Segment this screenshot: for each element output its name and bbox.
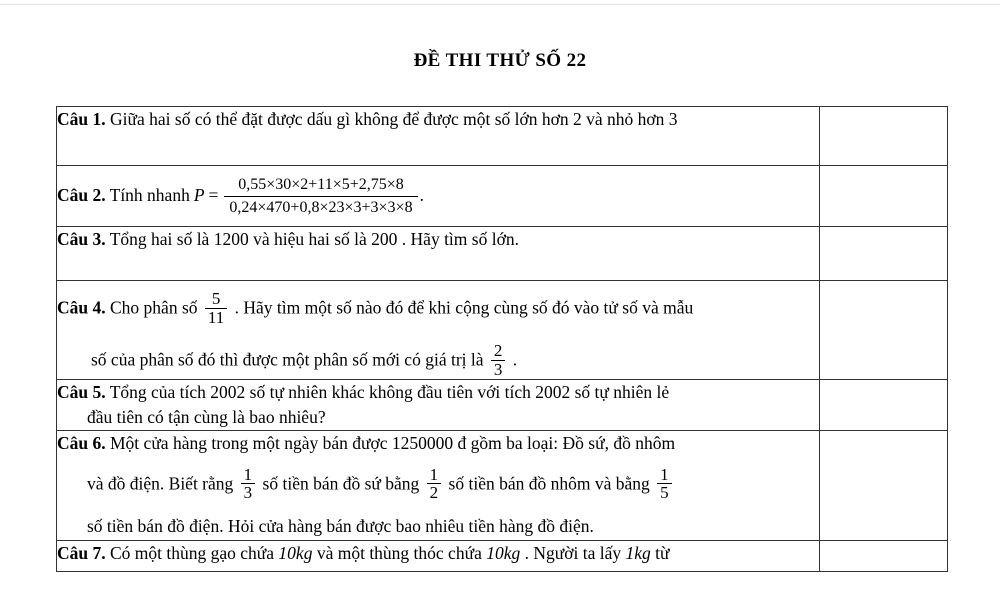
question-6-fraction-3-denominator: 5 bbox=[657, 483, 672, 502]
question-1-line-1 bbox=[57, 107, 819, 132]
question-7-text-c: . Người ta lấy bbox=[524, 542, 622, 563]
answer-cell-5[interactable] bbox=[820, 379, 948, 431]
question-6-line-2 bbox=[57, 457, 819, 502]
question-cell-5 bbox=[57, 379, 820, 431]
answer-cell-3[interactable] bbox=[820, 227, 948, 281]
question-6-fraction-2 bbox=[427, 466, 442, 502]
question-6-fraction-1 bbox=[241, 466, 256, 502]
question-2-line-1 bbox=[57, 166, 819, 226]
question-1-label: Câu 1. bbox=[57, 109, 106, 129]
question-4-fraction-1 bbox=[205, 290, 227, 326]
question-2-numerator: 0,55×30×2+11×5+2,75×8 bbox=[238, 175, 404, 193]
question-6-fraction-1-numerator: 1 bbox=[243, 464, 253, 484]
question-4-line-2 bbox=[57, 326, 819, 378]
question-4-text-d: . bbox=[512, 349, 518, 370]
question-7-text-b: và một thùng thóc chứa bbox=[316, 542, 482, 563]
question-2-label: Câu 2. bbox=[57, 185, 106, 206]
question-7-text-a: Có một thùng gạo chứa bbox=[110, 542, 275, 563]
question-4-label: Câu 4. bbox=[57, 297, 106, 318]
question-1-text: Giữa hai số có thể đặt được dấu gì không để được một số lớn hơn 2 và nhỏ hơn 3 bbox=[110, 109, 678, 129]
question-3-text: Tổng hai số là 1200 và hiệu hai số là 200 . Hãy tìm số lớn. bbox=[109, 229, 519, 249]
question-4-text-b: . Hãy tìm một số nào đó để khi cộng cùng số đó vào tử số và mẫu bbox=[234, 297, 694, 318]
question-cell-4 bbox=[57, 281, 820, 380]
question-6-fraction-3-numerator: 1 bbox=[660, 464, 669, 484]
table-row bbox=[57, 281, 948, 380]
question-3-label: Câu 3. bbox=[57, 229, 106, 249]
question-2-denominator: 0,24×470+0,8×23×3+3×3×8 bbox=[224, 196, 417, 218]
question-7-text-d: từ bbox=[655, 542, 670, 563]
question-7-unit-2: 10kg bbox=[486, 542, 521, 563]
answer-cell-4[interactable] bbox=[820, 281, 948, 380]
page-top-rule bbox=[0, 4, 1000, 5]
table-row bbox=[57, 540, 948, 571]
question-6-text-c: số tiền bán đồ sứ bằng bbox=[262, 473, 420, 494]
question-7-label: Câu 7. bbox=[57, 542, 106, 563]
question-6-line-3 bbox=[57, 502, 819, 539]
question-5-label: Câu 5. bbox=[57, 381, 106, 402]
question-6-fraction-2-denominator: 2 bbox=[427, 483, 442, 502]
question-4-fraction-2-denominator: 3 bbox=[491, 360, 506, 379]
question-4-fraction-1-denominator: 11 bbox=[205, 308, 227, 327]
question-4-fraction-2-numerator: 2 bbox=[493, 341, 503, 361]
question-6-text-b: và đồ điện. Biết rằng bbox=[87, 473, 234, 494]
question-2-variable: P bbox=[193, 185, 205, 206]
question-5-text-b: đầu tiên có tận cùng là bao nhiêu? bbox=[87, 407, 326, 428]
question-6-line-1 bbox=[57, 431, 819, 456]
answer-cell-2[interactable] bbox=[820, 166, 948, 227]
question-6-text-e: số tiền bán đồ điện. Hỏi cửa hàng bán được bao nhiêu tiền hàng đồ điện. bbox=[87, 516, 594, 537]
question-7-unit-1: 10kg bbox=[278, 542, 313, 563]
question-2-prefix: Tính nhanh bbox=[109, 185, 190, 206]
table-row bbox=[57, 166, 948, 227]
question-5-line-2 bbox=[57, 405, 819, 430]
question-6-text-a: Một cửa hàng trong một ngày bán được 1250000 đ gồm ba loại: Đồ sứ, đồ nhôm bbox=[110, 433, 676, 454]
question-7-line-1 bbox=[57, 541, 819, 566]
answer-cell-1[interactable] bbox=[820, 107, 948, 166]
question-2-equals: = bbox=[208, 185, 219, 206]
question-6-fraction-3 bbox=[657, 466, 672, 502]
answer-cell-7[interactable] bbox=[820, 540, 948, 571]
question-4-fraction-2 bbox=[491, 342, 506, 378]
question-6-label: Câu 6. bbox=[57, 433, 106, 454]
question-7-unit-3: 1kg bbox=[625, 542, 651, 563]
question-cell-6 bbox=[57, 431, 820, 540]
question-5-text-a: Tổng của tích 2002 số tự nhiên khác không đầu tiên với tích 2002 số tự nhiên lẻ bbox=[109, 381, 670, 402]
table-row bbox=[57, 227, 948, 281]
question-6-fraction-1-denominator: 3 bbox=[241, 483, 256, 502]
question-cell-3 bbox=[57, 227, 820, 281]
question-cell-7 bbox=[57, 540, 820, 571]
page-title: ĐỀ THI THỬ SỐ 22 bbox=[413, 50, 587, 71]
question-2-formula-fraction bbox=[224, 175, 417, 218]
question-cell-1 bbox=[57, 107, 820, 166]
table-row bbox=[57, 379, 948, 431]
question-2-suffix: . bbox=[419, 185, 424, 206]
question-6-fraction-2-numerator: 1 bbox=[429, 464, 439, 484]
question-4-fraction-1-numerator: 5 bbox=[211, 289, 221, 308]
question-cell-2 bbox=[57, 166, 820, 227]
exam-questions-table bbox=[56, 106, 948, 572]
question-4-text-c: số của phân số đó thì được một phân số mới có giá trị là bbox=[91, 349, 484, 370]
question-5-line-1 bbox=[57, 380, 819, 405]
question-4-line-1 bbox=[57, 281, 819, 326]
question-6-text-d: số tiền bán đồ nhôm và bằng bbox=[448, 473, 650, 494]
question-4-text-a: Cho phân số bbox=[110, 297, 198, 318]
question-3-line-1 bbox=[57, 227, 819, 252]
table-row bbox=[57, 107, 948, 166]
table-row bbox=[57, 431, 948, 540]
answer-cell-6[interactable] bbox=[820, 431, 948, 540]
